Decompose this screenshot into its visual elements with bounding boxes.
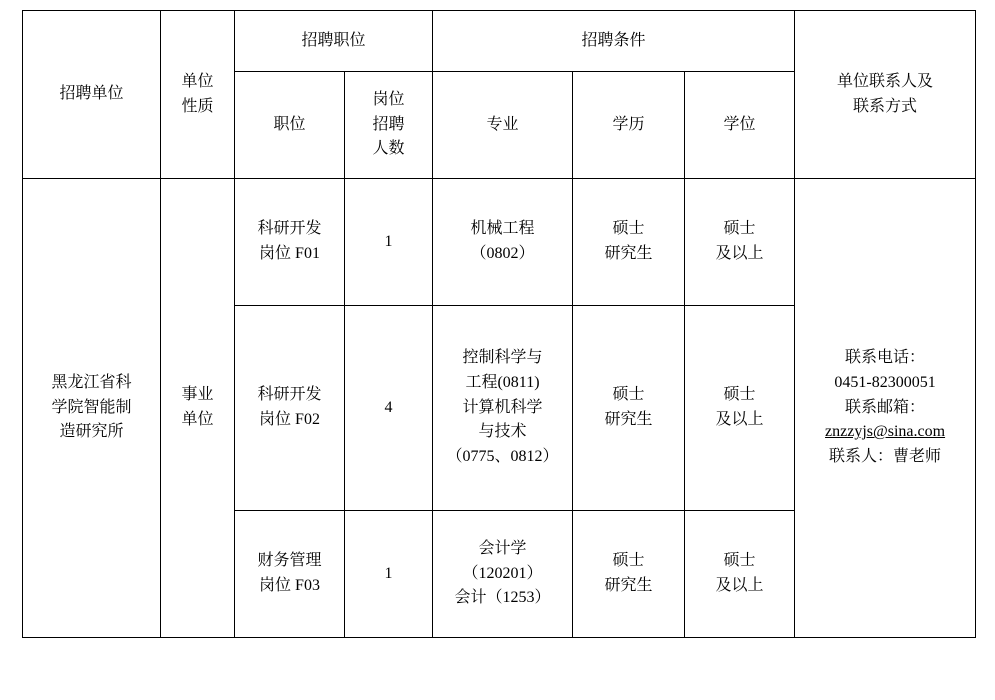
cell-post-f02 <box>235 306 345 511</box>
cell-unit-nature <box>161 179 235 638</box>
unit-name-line-1: 黑龙江省科 <box>51 373 132 391</box>
major-f02-line-1: 控制科学与 <box>462 349 543 366</box>
education-f03-line-2: 研究生 <box>604 577 653 594</box>
unit-name-line-3: 造研究所 <box>59 423 124 441</box>
header-count-line-1: 岗位 <box>372 90 405 108</box>
major-f03-line-3: 会计（1253） <box>454 589 551 607</box>
header-count <box>345 72 433 179</box>
major-f02-line-4: 与技术 <box>478 423 527 441</box>
contact-email-value[interactable]: znzzyjs@sina.com <box>825 423 946 441</box>
header-contact-group <box>795 11 976 179</box>
contact-phone-label: 联系电话： <box>845 349 926 366</box>
degree-f03-line-1: 硕士 <box>723 552 756 570</box>
post-f01-line-1: 科研开发 <box>257 220 322 238</box>
degree-f01-line-1: 硕士 <box>723 220 756 238</box>
major-f02-line-5: （0775、0812） <box>446 448 559 466</box>
degree-f02-line-2: 及以上 <box>715 411 764 428</box>
recruitment-table <box>22 10 976 638</box>
header-contact-line-1: 单位联系人及 <box>837 72 934 90</box>
header-post: 职位 <box>235 72 345 179</box>
degree-f03-line-2: 及以上 <box>715 577 764 594</box>
degree-f02-line-1: 硕士 <box>723 386 756 404</box>
post-f03-line-1: 财务管理 <box>257 552 322 570</box>
post-f02-line-2: 岗位 F02 <box>259 411 320 428</box>
education-f03-line-1: 硕士 <box>612 552 645 570</box>
major-f03-line-1: 会计学 <box>478 539 527 557</box>
table-row <box>23 179 976 306</box>
major-f02-line-3: 计算机科学 <box>462 398 543 416</box>
header-condition-group: 招聘条件 <box>433 11 795 72</box>
unit-name-line-2: 学院智能制 <box>51 398 132 416</box>
cell-count-f02: 4 <box>345 306 433 511</box>
cell-major-f01 <box>433 179 573 306</box>
cell-unit-name <box>23 179 161 638</box>
contact-phone-value: 0451-82300051 <box>834 373 936 391</box>
header-contact-line-2: 联系方式 <box>853 97 918 115</box>
major-f01-line-1: 机械工程 <box>470 220 535 238</box>
table-header-row-top <box>23 11 976 72</box>
post-f01-line-2: 岗位 F01 <box>259 245 320 262</box>
cell-degree-f03 <box>685 511 795 638</box>
header-count-line-2: 招聘 <box>372 115 405 133</box>
post-f03-line-2: 岗位 F03 <box>259 577 320 594</box>
header-nature-line-2: 性质 <box>181 97 214 115</box>
cell-degree-f02 <box>685 306 795 511</box>
major-f02-line-2: 工程(0811) <box>465 373 540 391</box>
header-count-line-3: 人数 <box>372 140 405 158</box>
header-unit: 招聘单位 <box>23 11 161 179</box>
cell-count-f03: 1 <box>345 511 433 638</box>
cell-post-f03 <box>235 511 345 638</box>
contact-email-label: 联系邮箱： <box>845 398 926 416</box>
header-nature-line-1: 单位 <box>181 72 214 90</box>
unit-nature-line-1: 事业 <box>181 386 214 404</box>
degree-f01-line-2: 及以上 <box>715 245 764 262</box>
header-major: 专业 <box>433 72 573 179</box>
education-f02-line-2: 研究生 <box>604 411 653 428</box>
cell-major-f02 <box>433 306 573 511</box>
cell-degree-f01 <box>685 179 795 306</box>
cell-major-f03 <box>433 511 573 638</box>
education-f01-line-1: 硕士 <box>612 220 645 238</box>
major-f01-line-2: （0802） <box>470 245 535 262</box>
cell-education-f03 <box>573 511 685 638</box>
unit-nature-line-2: 单位 <box>181 411 214 428</box>
header-degree: 学位 <box>685 72 795 179</box>
major-f03-line-2: （120201） <box>462 564 543 582</box>
cell-post-f01 <box>235 179 345 306</box>
header-education: 学历 <box>573 72 685 179</box>
education-f02-line-1: 硕士 <box>612 386 645 404</box>
cell-count-f01: 1 <box>345 179 433 306</box>
contact-person: 联系人：曹老师 <box>829 448 942 466</box>
header-position-group: 招聘职位 <box>235 11 433 72</box>
post-f02-line-1: 科研开发 <box>257 386 322 404</box>
cell-contact-info <box>795 179 976 638</box>
education-f01-line-2: 研究生 <box>604 245 653 262</box>
cell-education-f01 <box>573 179 685 306</box>
header-nature <box>161 11 235 179</box>
cell-education-f02 <box>573 306 685 511</box>
